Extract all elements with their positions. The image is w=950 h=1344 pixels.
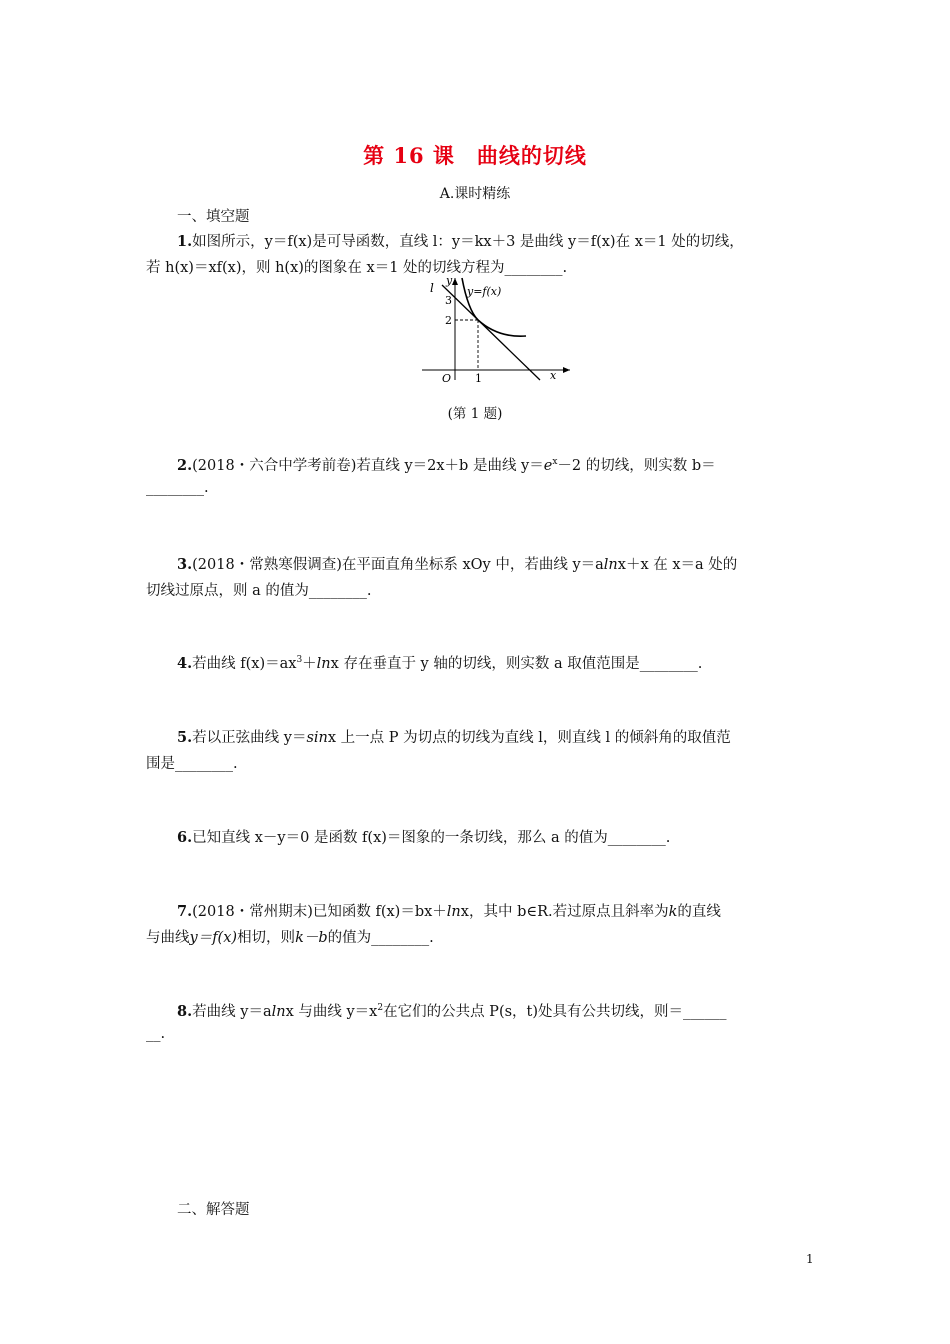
tangent-figure (400, 270, 585, 390)
question-4-line-1: 4.若曲线 $f(x)=ax^3+\ln x$ 存在垂直于 y 轴的切线，则实数 a 取值范围是________. (177, 655, 703, 672)
label-origin: O (442, 372, 452, 385)
question-1-line-1: 1.如图所示，y＝f(x)是可导函数，直线 l：y＝kx＋3 是曲线 y＝f(x)在 x＝1 处的切线， (177, 233, 744, 250)
question-2-line-1: 2.(2018・六合中学考前卷)若直线 y＝2x＋b 是曲线 $y=e^x-2$ 的切线，则实数 b＝ (177, 457, 716, 474)
label-curve: y=f(x) (467, 285, 502, 298)
question-7-line-1: 7.(2018・常州期末)已知函数 f(x)＝bx＋lnx，其中 b∈R.若过原点且斜率为k的直线 (177, 903, 721, 920)
question-7-line-2: 与曲线y＝f(x)相切，则k－b的值为________. (146, 930, 434, 946)
figure-caption: (第 1 题) (447, 406, 503, 422)
subtitle: A.课时精练 (439, 186, 511, 202)
question-1-line-2: 若 h(x)＝xf(x)，则 h(x)的图象在 x＝1 处的切线方程为________. (146, 260, 568, 276)
tangent-line-l (442, 285, 540, 380)
label-x: x (550, 369, 557, 382)
label-tick-1: 1 (475, 372, 482, 385)
question-3-number: 3. (177, 556, 193, 573)
section-answer: 二、解答题 (177, 1202, 250, 1218)
x-axis-arrow (563, 367, 570, 373)
label-tick-2: 2 (445, 314, 452, 327)
page-number: 1 (806, 1252, 814, 1266)
label-tick-3: 3 (445, 294, 452, 307)
question-6-line-1: 6.已知直线 x－y＝0 是函数 f(x)＝图象的一条切线，那么 a 的值为________. (177, 829, 671, 846)
question-2-number: 2. (177, 457, 193, 474)
question-8-number: 8. (177, 1003, 193, 1020)
question-4-number: 4. (177, 655, 193, 672)
question-5-line-2: 围是________. (146, 756, 238, 772)
question-3-line-1: 3.(2018・常熟寒假调查)在平面直角坐标系 xOy 中，若曲线 y＝alnx＋x 在 x＝a 处的 (177, 556, 738, 573)
page-title: 第 16 课 曲线的切线 (363, 143, 587, 168)
label-y: y (446, 274, 453, 287)
section-fill-in: 一、填空题 (177, 209, 250, 225)
question-8-line-1: 8.若曲线 y＝alnx 与曲线 $y=x^2$在它们的公共点 P(s，t)处具有公共切线，则＝______ (177, 1003, 727, 1020)
y-axis-arrow (452, 278, 458, 285)
question-7-number: 7. (177, 903, 193, 920)
question-5-line-1: 5.若以正弦曲线 y＝sinx 上一点 P 为切点的切线为直线 l，则直线 l 的倾斜角的取值范 (177, 729, 731, 746)
question-2-line-2: ________. (146, 480, 209, 496)
question-6-number: 6. (177, 829, 193, 846)
question-3-line-2: 切线过原点，则 a 的值为________. (146, 583, 372, 599)
question-8-line-2: __. (146, 1026, 166, 1042)
label-l: l (430, 281, 434, 295)
question-1-number: 1. (177, 233, 193, 250)
question-5-number: 5. (177, 729, 193, 746)
